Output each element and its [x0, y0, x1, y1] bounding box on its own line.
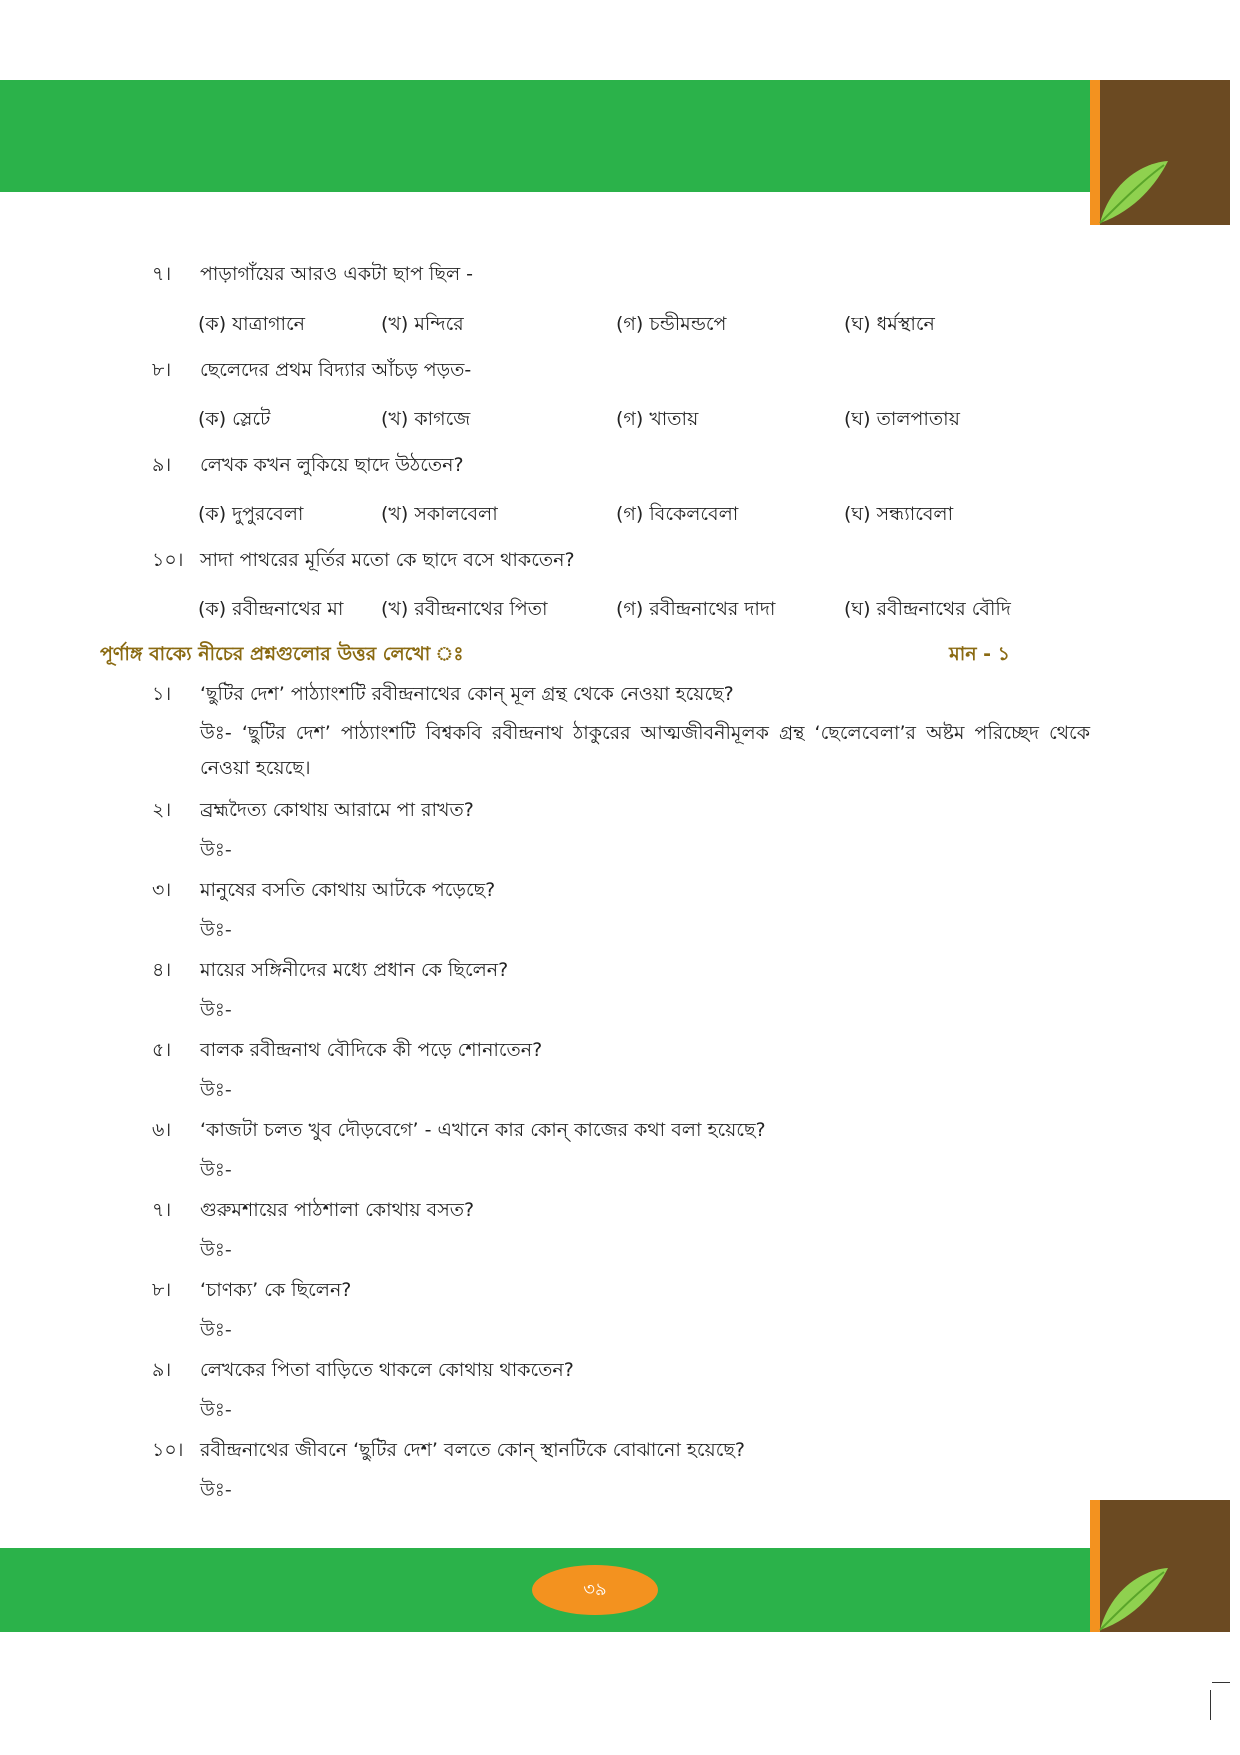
option-ga: (গ) রবীন্দ্রনাথের দাদা: [616, 598, 776, 620]
page-number: ৩৯: [583, 1578, 607, 1600]
option-ka: (ক) রবীন্দ্রনাথের মা: [198, 598, 344, 620]
option-ka: (ক) স্লেটে: [198, 408, 271, 430]
mcq-question: ১০। সাদা পাথরের মূর্তির মতো কে ছাদে বসে থাকতেন?: [152, 549, 575, 571]
option-gha: (ঘ) তালপাতায়: [844, 408, 960, 430]
answer-text: উঃ-: [200, 1319, 232, 1341]
short-question: ৫। বালক রবীন্দ্রনাথ বৌদিকে কী পড়ে শোনাতেন?: [152, 1039, 543, 1061]
footer-corner-block: [1090, 1500, 1230, 1632]
answer-text: উঃ-: [200, 1239, 232, 1261]
option-kha: (খ) সকালবেলা: [381, 503, 498, 525]
short-question: ১০। রবীন্দ্রনাথের জীবনে ‘ছুটির দেশ’ বলতে কোন্ স্থানটিকে বোঝানো হয়েছে?: [152, 1439, 745, 1461]
section-heading: [100, 640, 1010, 672]
mcq-options: [198, 405, 1098, 435]
answer-text: উঃ-: [200, 1159, 232, 1181]
option-gha: (ঘ) সন্ধ্যাবেলা: [844, 503, 954, 525]
short-question: ৮। ‘চাণক্য’ কে ছিলেন?: [152, 1279, 352, 1301]
answer-text: উঃ-: [200, 839, 232, 861]
option-gha: (ঘ) ধর্মস্থানে: [844, 313, 935, 335]
short-question: ১। ‘ছুটির দেশ’ পাঠ্যাংশটি রবীন্দ্রনাথের কোন্ মূল গ্রন্থ থেকে নেওয়া হয়েছে?: [152, 683, 734, 705]
answer-text: উঃ- ‘ছুটির দেশ’ পাঠ্যাংশটি বিশ্বকবি রবীন্দ্রনাথ ঠাকুরের আত্মজীবনীমূলক গ্রন্থ ‘ছেলেবেলা’র অষ্টম পরিচ্ছেদ থেকে নেওয়া হয়েছে।: [200, 722, 1090, 779]
crop-mark: [1212, 1682, 1230, 1683]
option-ka: (ক) যাত্রাগানে: [198, 313, 306, 335]
section-title: পূর্ণাঙ্গ বাক্যে নীচের প্রশ্নগুলোর উত্তর লেখো ঃ: [100, 643, 464, 665]
leaf-icon: [1090, 155, 1170, 225]
answer-text: উঃ-: [200, 1479, 232, 1501]
mcq-question: ৮। ছেলেদের প্রথম বিদ্যার আঁচড় পড়ত-: [152, 359, 472, 381]
mcq-options: [198, 500, 1098, 530]
option-kha: (খ) রবীন্দ্রনাথের পিতা: [381, 598, 548, 620]
section-marks: মান - ১: [949, 643, 1010, 665]
option-gha: (ঘ) রবীন্দ্রনাথের বৌদি: [844, 598, 1011, 620]
short-question: ৪। মায়ের সঙ্গিনীদের মধ্যে প্রধান কে ছিলেন?: [152, 959, 509, 981]
mcq-options: [198, 595, 1098, 625]
mcq-question: ৯। লেখক কখন লুকিয়ে ছাদে উঠতেন?: [152, 454, 464, 476]
short-question: ৩। মানুষের বসতি কোথায় আটকে পড়েছে?: [152, 879, 496, 901]
leaf-icon: [1090, 1562, 1170, 1632]
short-question: ৯। লেখকের পিতা বাড়িতে থাকলে কোথায় থাকতেন?: [152, 1359, 574, 1381]
short-question: ৬। ‘কাজটা চলত খুব দৌড়বেগে’ - এখানে কার কোন্ কাজের কথা বলা হয়েছে?: [152, 1119, 766, 1141]
short-question: ২। ব্রহ্মদৈত্য কোথায় আরামে পা রাখত?: [152, 799, 474, 821]
option-kha: (খ) মন্দিরে: [381, 313, 464, 335]
option-kha: (খ) কাগজে: [381, 408, 471, 430]
option-ka: (ক) দুপুরবেলা: [198, 503, 304, 525]
answer-text: উঃ-: [200, 1399, 232, 1421]
mcq-question: ৭। পাড়াগাঁয়ের আরও একটা ছাপ ছিল -: [152, 263, 474, 285]
mcq-options: [198, 310, 1098, 340]
answer-text: উঃ-: [200, 999, 232, 1021]
answer-text: উঃ-: [200, 1079, 232, 1101]
page-number-badge: [532, 1565, 658, 1615]
option-ga: (গ) খাতায়: [616, 408, 699, 430]
option-ga: (গ) চন্ডীমন্ডপে: [616, 313, 727, 335]
option-ga: (গ) বিকেলবেলা: [616, 503, 739, 525]
answer-text: উঃ-: [200, 919, 232, 941]
crop-mark: [1210, 1690, 1211, 1720]
header-corner-block: [1090, 80, 1230, 225]
short-question: ৭। গুরুমশায়ের পাঠশালা কোথায় বসত?: [152, 1199, 475, 1221]
header-band: [0, 80, 1090, 192]
